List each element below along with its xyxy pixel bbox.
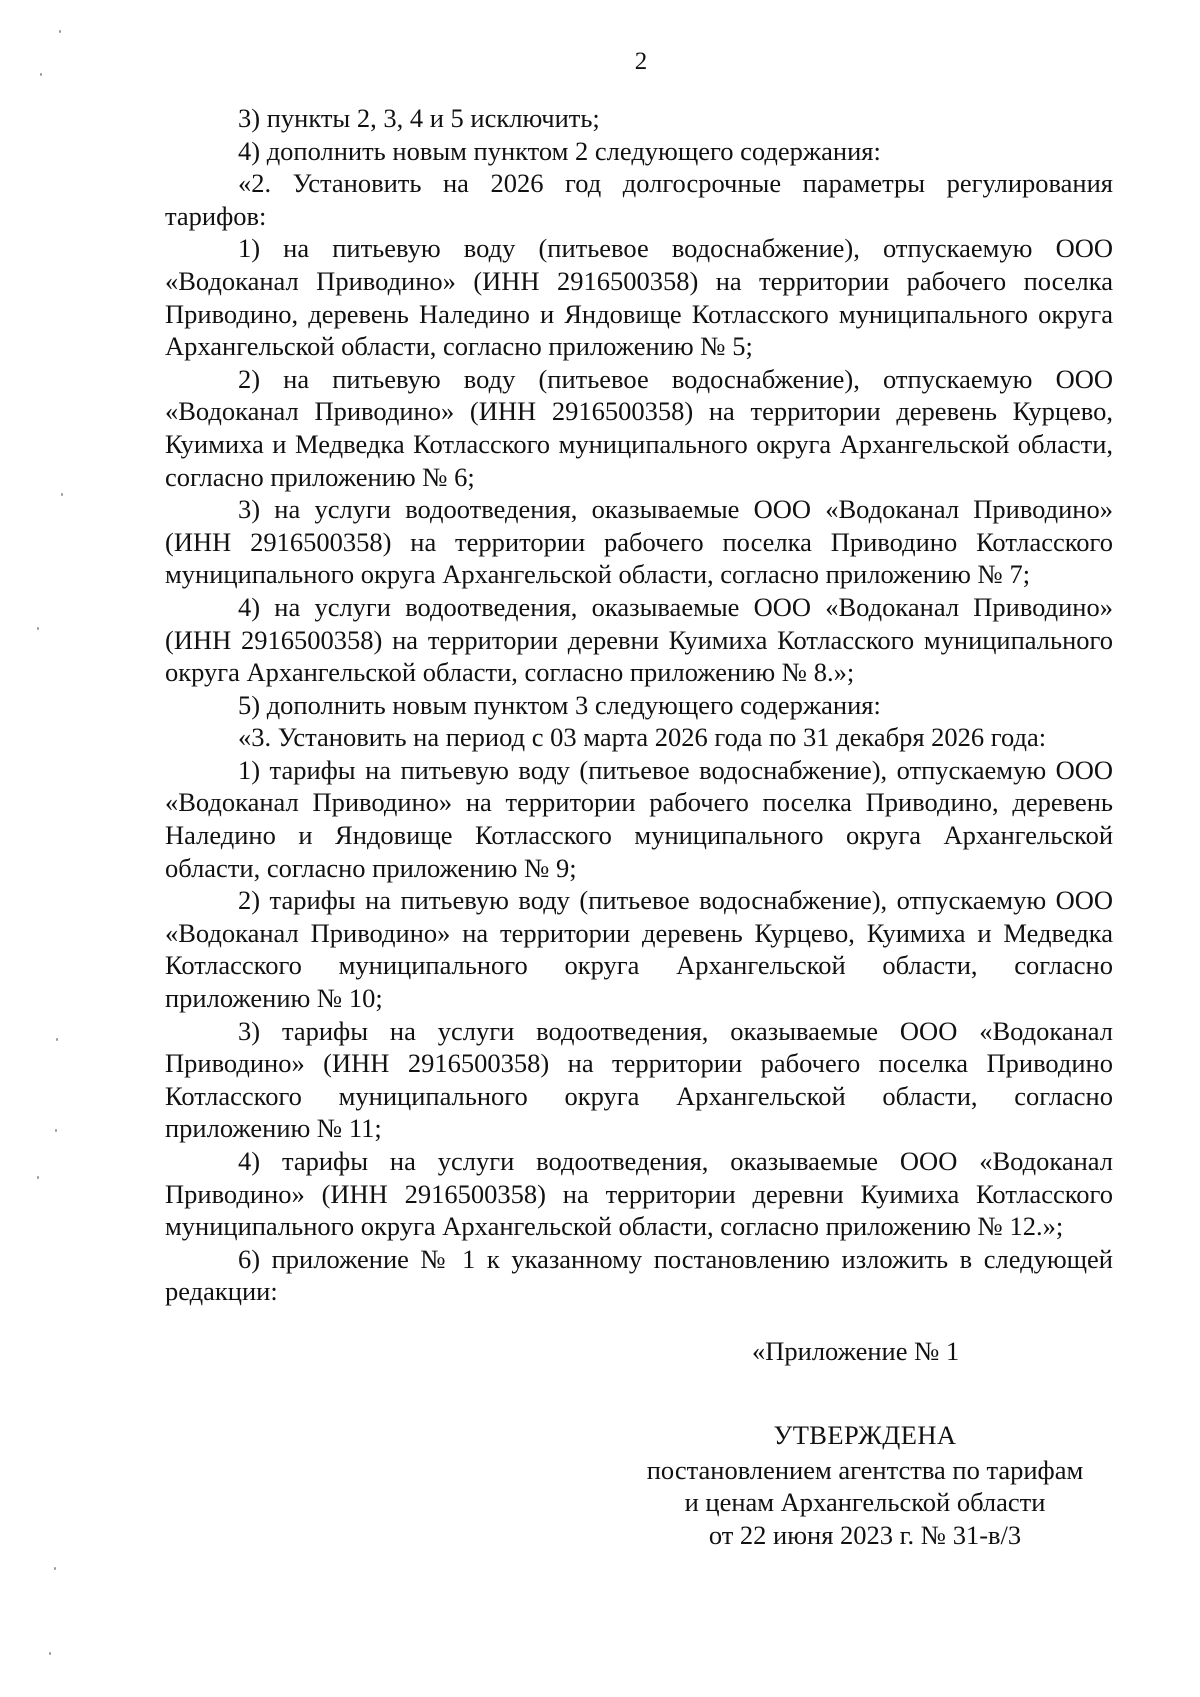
paragraph-point-2-subitem-3: 3) на услуги водоотведения, оказываемые ООО «Водоканал Приводино» (ИНН 2916500358) на территории рабочего поселка Приводино Котласского муниципального округа Архангельской области, согласно приложению № 7; [165, 494, 1113, 590]
paragraph-item-3-exclude: 3) пункты 2, 3, 4 и 5 исключить; [238, 103, 600, 133]
scan-speck [56, 1038, 58, 1041]
paragraph-point-3-subitem-1: 1) тарифы на питьевую воду (питьевое водоснабжение), отпускаемую ООО «Водоканал Приводино» на территории рабочего поселка Приводино, деревень Наледино и Яндовище Котласского муниципального округа Архангельской области, согласно приложению № 9; [165, 754, 1113, 883]
page-number: 2 [634, 48, 648, 75]
paragraph-point-2-subitem-2: 2) на питьевую воду (питьевое водоснабжение), отпускаемую ООО «Водоканал Приводино» (ИНН 2916500358) на территории деревень Курцево, Куимиха и Медведка Котласского муниципального округа Архангельской области, согласно приложению № 6; [165, 363, 1113, 492]
paragraph-point-3-subitem-2: 2) тарифы на питьевую воду (питьевое водоснабжение), отпускаемую ООО «Водоканал Приводино» на территории деревень Курцево, Куимиха и Медведка Котласского муниципального округа Архангельской области, согласно приложению № 10; [165, 885, 1113, 1014]
scan-speck [37, 1176, 39, 1179]
approval-block [600, 1419, 1130, 1551]
paragraph-point-3-subitem-4: 4) тарифы на услуги водоотведения, оказываемые ООО «Водоканал Приводино» (ИНН 2916500358) на территории деревни Куимиха Котласского муниципального округа Архангельской области, согласно приложению № 12.»; [165, 1146, 1113, 1242]
scan-speck [59, 30, 61, 33]
approved-heading: УТВЕРЖДЕНА [773, 1420, 957, 1450]
paragraph-point-2-subitem-4: 4) на услуги водоотведения, оказываемые ООО «Водоканал Приводино» (ИНН 2916500358) на территории деревни Куимиха Котласского муниципального округа Архангельской области, согласно приложению № 8.»; [165, 591, 1113, 688]
scan-speck [37, 627, 39, 630]
scan-speck [40, 73, 42, 76]
approval-line-3: от 22 июня 2023 г. № 31-в/3 [708, 1519, 1022, 1550]
paragraph-point-3-heading: «3. Установить на период с 03 марта 2026 года по 31 декабря 2026 года: [238, 722, 1047, 753]
paragraph-item-4-add-point-2: 4) дополнить новым пунктом 2 следующего содержания: [238, 135, 881, 166]
scan-speck [49, 1652, 51, 1655]
paragraph-point-3-subitem-3: 3) тарифы на услуги водоотведения, оказываемые ООО «Водоканал Приводино» (ИНН 2916500358) на территории рабочего поселка Приводино Котласского муниципального округа Архангельской области, согласно приложению № 11; [165, 1015, 1113, 1144]
paragraph-item-5-add-point-3: 5) дополнить новым пунктом 3 следующего содержания: [238, 689, 881, 720]
scan-speck [61, 493, 63, 496]
appendix-label: «Приложение № 1 [752, 1336, 960, 1366]
paragraph-point-2-subitem-1: 1) на питьевую воду (питьевое водоснабжение), отпускаемую ООО «Водоканал Приводино» (ИНН 2916500358) на территории рабочего поселка Приводино, деревень Наледино и Яндовище Котласского муниципального округа Архангельской области, согласно приложению № 5; [165, 233, 1113, 362]
scan-speck [55, 1129, 57, 1132]
paragraph-item-6-appendix: 6) приложение № 1 к указанному постановлению изложить в следующей редакции: [165, 1243, 1113, 1307]
approval-line-1: постановлением агентства по тарифам [646, 1454, 1084, 1485]
scan-speck [54, 1567, 56, 1570]
paragraph-point-2-heading: «2. Установить на 2026 год долгосрочные параметры регулирования тарифов: [165, 168, 1113, 231]
document-body [165, 102, 1113, 1308]
approval-line-2: и ценам Архангельской области [684, 1487, 1046, 1518]
